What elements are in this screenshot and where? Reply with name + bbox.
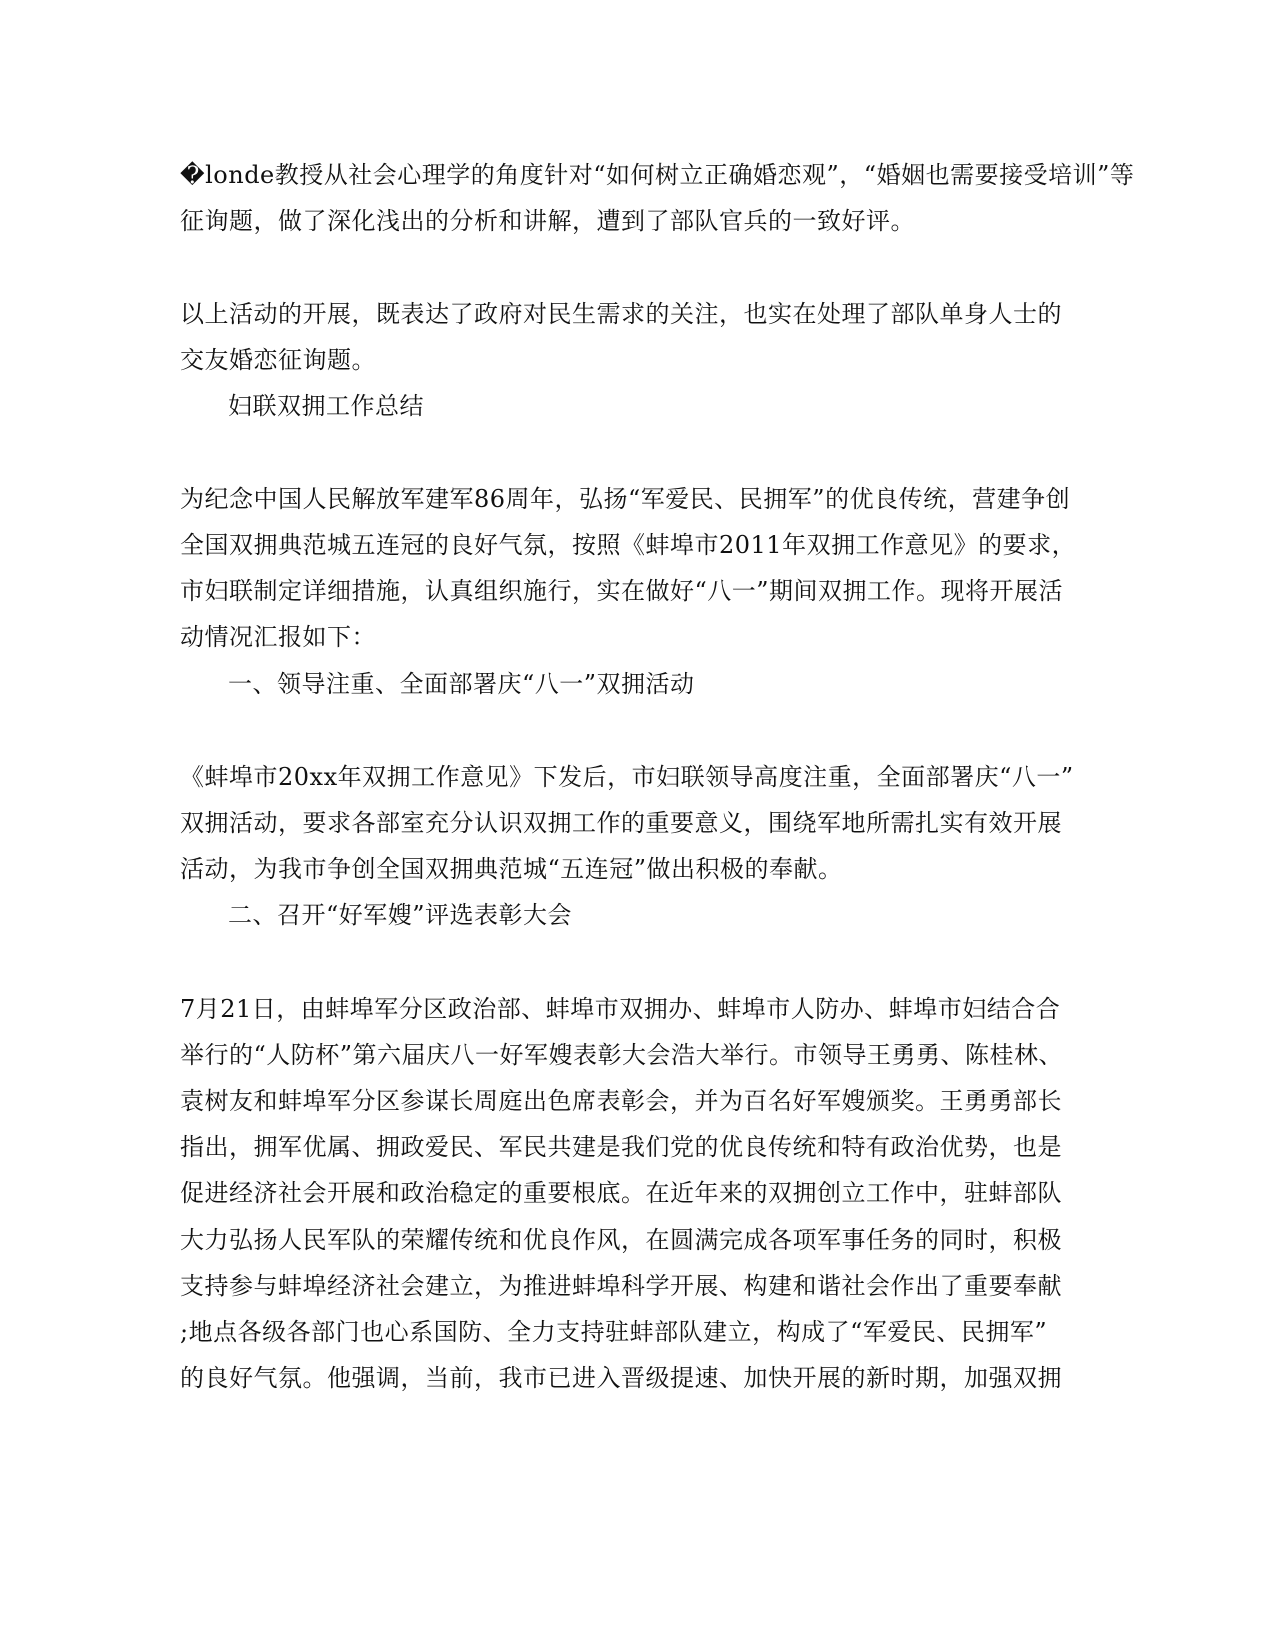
paragraph-line: 7月21日，由蚌埠军分区政治部、蚌埠市双拥办、蚌埠市人防办、蚌埠市妇结合合 — [180, 995, 1061, 1023]
paragraph-line: 动情况汇报如下： — [180, 623, 376, 651]
paragraph-line: �londe教授从社会心理学的角度针对“如何树立正确婚恋观”，“婚姻也需要接受培训”等 — [180, 161, 1135, 189]
paragraph-line: 袁树友和蚌埠军分区参谋长周庭出色席表彰会，并为百名好军嫂颁奖。王勇勇部长 — [180, 1087, 1062, 1115]
paragraph-line: 全国双拥典范城五连冠的良好气氛，按照《蚌埠市2011年双拥工作意见》的要求， — [180, 531, 1077, 559]
paragraph-line: 支持参与蚌埠经济社会建立，为推进蚌埠科学开展、构建和谐社会作出了重要奉献 — [180, 1272, 1062, 1300]
section-heading: 一、领导注重、全面部署庆“八一”双拥活动 — [228, 670, 695, 698]
paragraph-line: 的良好气氛。他强调，当前，我市已进入晋级提速、加快开展的新时期，加强双拥 — [180, 1364, 1062, 1392]
paragraph-line: 以上活动的开展，既表达了政府对民生需求的关注，也实在处理了部队单身人士的 — [180, 300, 1062, 328]
section-title: 妇联双拥工作总结 — [228, 392, 424, 420]
paragraph-line: 为纪念中国人民解放军建军86周年，弘扬“军爱民、民拥军”的优良传统，营建争创 — [180, 485, 1071, 513]
paragraph-line: 指出，拥军优属、拥政爱民、军民共建是我们党的优良传统和特有政治优势，也是 — [180, 1133, 1062, 1161]
paragraph-line: 征询题，做了深化浅出的分析和讲解，遭到了部队官兵的一致好评。 — [180, 207, 915, 235]
paragraph-line: 交友婚恋征询题。 — [180, 346, 376, 374]
paragraph-line: 市妇联制定详细措施，认真组织施行，实在做好“八一”期间双拥工作。现将开展活 — [180, 577, 1064, 605]
paragraph-line: 《蚌埠市20xx年双拥工作意见》下发后，市妇联领导高度注重，全面部署庆“八一” — [180, 763, 1074, 791]
paragraph-line: 双拥活动，要求各部室充分认识双拥工作的重要意义，围绕军地所需扎实有效开展 — [180, 809, 1062, 837]
section-heading: 二、召开“好军嫂”评选表彰大会 — [228, 901, 573, 929]
paragraph-line: ;地点各级各部门也心系国防、全力支持驻蚌部队建立，构成了“军爱民、民拥军” — [180, 1318, 1048, 1346]
paragraph-line: 举行的“人防杯”第六届庆八一好军嫂表彰大会浩大举行。市领导王勇勇、陈桂林、 — [180, 1041, 1064, 1069]
paragraph-line: 大力弘扬人民军队的荣耀传统和优良作风，在圆满完成各项军事任务的同时，积极 — [180, 1226, 1062, 1254]
paragraph-line: 活动，为我市争创全国双拥典范城“五连冠”做出积极的奉献。 — [180, 855, 843, 883]
paragraph-line: 促进经济社会开展和政治稳定的重要根底。在近年来的双拥创立工作中，驻蚌部队 — [180, 1179, 1062, 1207]
